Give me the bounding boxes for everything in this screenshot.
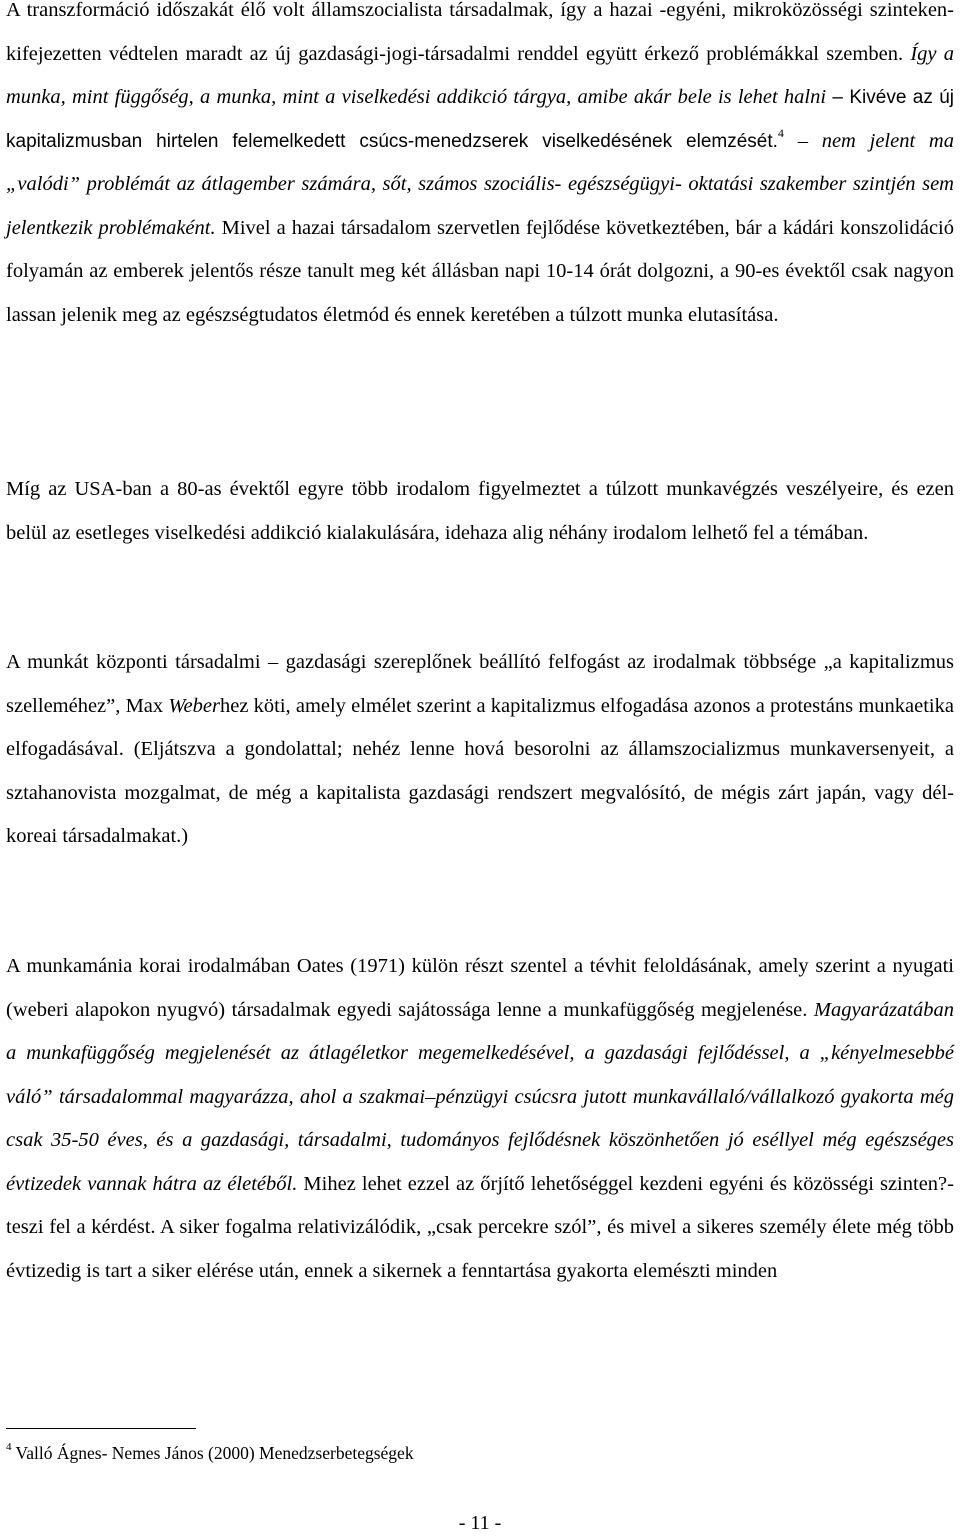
- paragraph-3: [6, 641, 954, 859]
- p1-italic-continuation: – nem jelent ma „valódi” problémát az átlagember számára, sőt, számos szociális- egészségügyi- oktatási szakember szintjén sem jelentkezik problémaként.: [6, 129, 954, 239]
- p1-text-e: Mivel a hazai társadalom szervetlen fejlődése következtében, bár a kádári konszolidáció folyamán az emberek jelentős része tanult meg két állásban napi 10-14 órát dolgozni, a 90-es évektől csak nagyon lassan jelenik meg az egészségtudatos életmód és ennek keretében a túlzott munka elutasítása.: [6, 216, 954, 326]
- paragraph-4: [6, 945, 954, 1293]
- footnote-text: Valló Ágnes- Nemes János (2000) Menedzserbetegségek: [11, 1443, 414, 1463]
- footnote-marker: 4: [6, 1441, 12, 1454]
- p4-text-c: Mihez lehet ezzel az őrjítő lehetőséggel kezdeni egyéni és közösségi szinten?- teszi fel a kérdést. A siker fogalma relativizálódik, „csak percekre szól”, és mivel a sikeres személy élete még több évtizedig is tart a siker elérése után, ennek a sikernek a fenntartása gyakorta elemészti minden: [6, 1172, 954, 1282]
- p4-italic-explanation: Magyarázatában a munkafüggőség megjelenését az átlagéletkor megemelkedésével, a gazdasági fejlődéssel, a „kényelmesebbé váló” társadalommal magyarázza, ahol a szakmai–pénzügyi csúcsra jutott munkavállaló/vállalkozó gyakorta még csak 35-50 éves, és a gazdasági, társadalmi, tudományos fejlődésnek köszönhetően jó eséllyel még egészséges évtizedek vannak hátra az életéből.: [6, 998, 954, 1195]
- p3-text-c: hez köti, amely elmélet szerint a kapitalizmus elfogadása azonos a protestáns munkaetika elfogadásával. (Eljátszva a gondolattal; nehéz lenne hová besorolni az államszocializmus munkaversenyeit, a sztahanovista mozgalmat, de még a kapitalista gazdasági rendszert megvalósító, de mégis zárt japán, vagy dél-koreai társadalmakat.): [6, 694, 954, 847]
- footnote-separator: [6, 1428, 196, 1429]
- p1-text-a: A transzformáció időszakát élő volt államszocialista társadalmak, így a hazai -egyéni, mikroközösségi szinteken- kifejezetten védtelen maradt az új gazdasági-jogi-társadalmi renddel együtt érkező problémákkal szemben.: [6, 0, 954, 65]
- p4-text-a: A munkamánia korai irodalmában Oates (1971) külön részt szentel a tévhit feloldásának, amely szerint a nyugati (weberi alapokon nyugvó) társadalmak egyedi sajátossága lenne a munkafüggőség megjelenése.: [6, 955, 954, 1021]
- footnote: [6, 1442, 414, 1464]
- paragraph-1: [6, 0, 954, 337]
- p1-footnote-context: – Kivéve az új kapitalizmusban hirtelen felemelkedett csúcs-menedzserek viselkedésének elemzését.: [6, 87, 954, 152]
- footnote-ref-4[interactable]: 4: [777, 125, 784, 140]
- paragraph-2: Míg az USA-ban a 80-as évektől egyre több irodalom figyelmeztet a túlzott munkavégzés veszélyeire, és ezen belül az esetleges viselkedési addikció kialakulására, idehaza alig néhány irodalom lelhető fel a témában.: [6, 478, 954, 544]
- p3-text-a: A munkát központi társadalmi – gazdasági szereplőnek beállító felfogást az irodalmak többsége „a kapitalizmus szelleméhez”, Max: [6, 651, 954, 717]
- p3-weber-italic: Weber: [168, 694, 220, 717]
- p1-italic-quote: Így a munka, mint függőség, a munka, mint a viselkedési addikció tárgya, amibe akár bele is lehet halni: [6, 42, 954, 108]
- page-number: - 11 -: [458, 1512, 502, 1534]
